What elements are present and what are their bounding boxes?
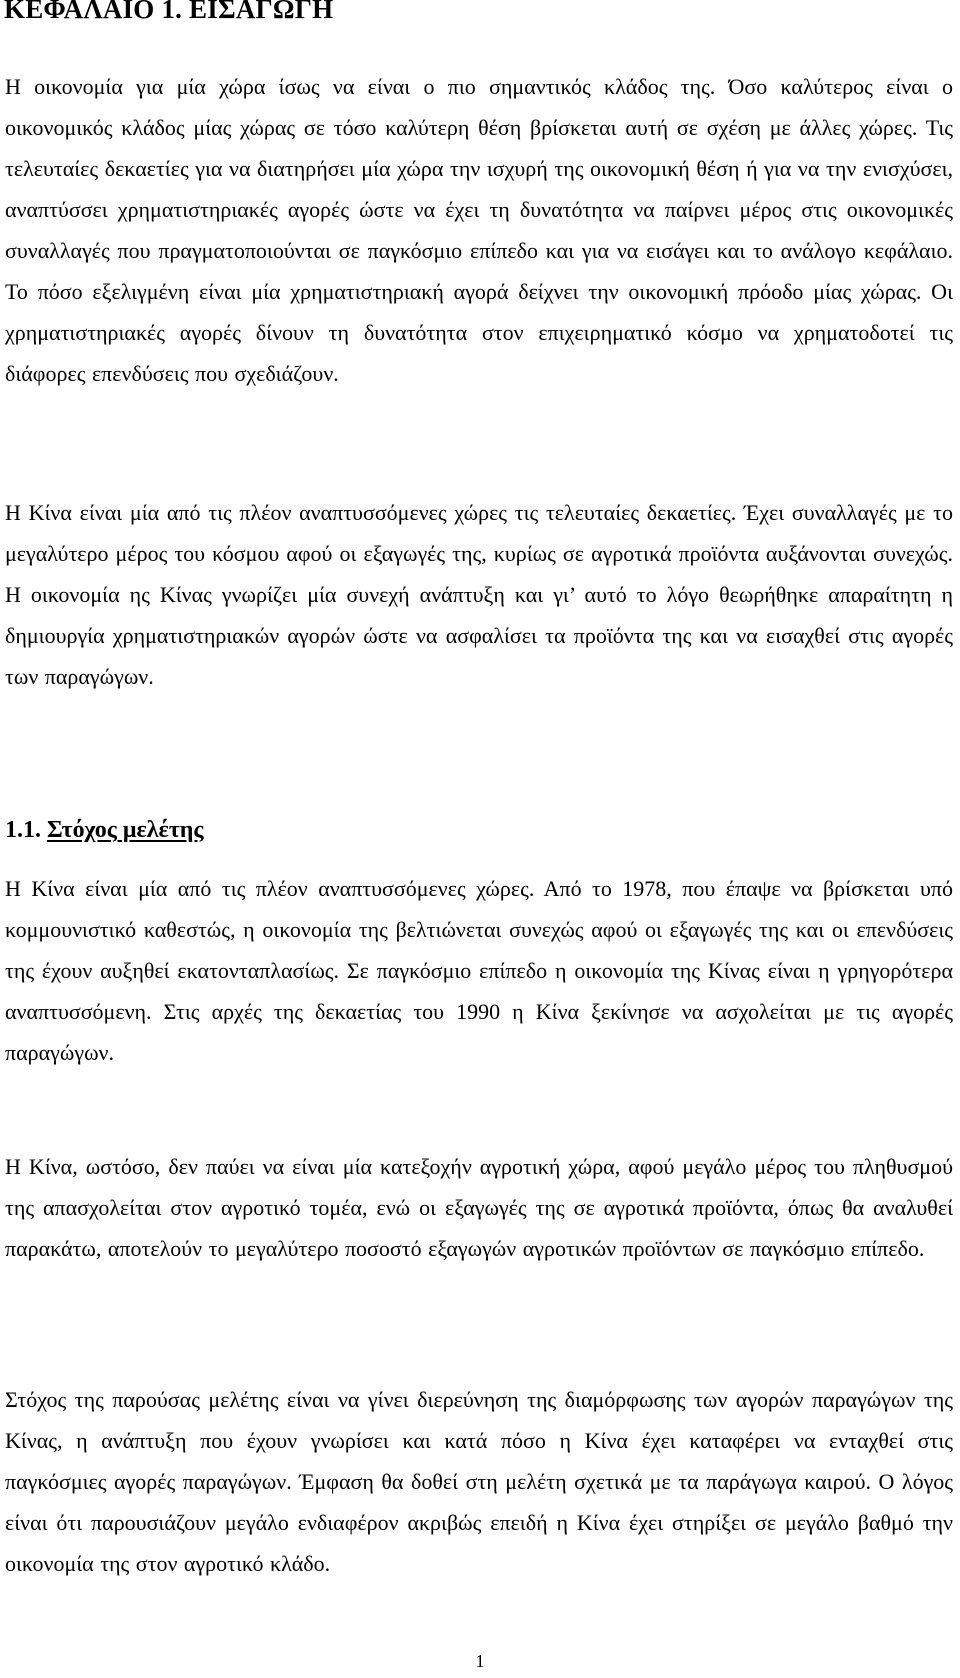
section-title: Στόχος μελέτης xyxy=(47,817,204,843)
section-number: 1.1. xyxy=(5,817,41,843)
page-number: 1 xyxy=(475,1651,485,1671)
paragraph: Η Κίνα είναι μία από τις πλέον αναπτυσσόμενες χώρες. Από το 1978, που έπαψε να βρίσκεται υπό κομμουνιστικό καθεστώς, η οικονομία της βελτιώνεται συνεχώς αφού οι εξαγωγές της και οι επενδύσεις της έχουν αυξηθεί εκατονταπλασίως. Σε παγκόσμιο επίπεδο η οικονομία της Κίνας είναι η γρηγορότερα αναπτυσσόμενη. Στις αρχές της δεκαετίας του 1990 η Κίνα ξεκίνησε να ασχολείται με τις αγορές παραγώγων. xyxy=(5,876,953,1065)
section-heading xyxy=(5,815,204,845)
paragraph: Η Κίνα, ωστόσο, δεν παύει να είναι μία κατεξοχήν αγροτική χώρα, αφού μεγάλο μέρος του πληθυσμού της απασχολείται στον αγροτικό τομέα, ενώ οι εξαγωγές της σε αγροτικά προϊόντα, όπως θα αναλυθεί παρακάτω, αποτελούν το μεγαλύτερο ποσοστό εξαγωγών αγροτικών προϊόντων σε παγκόσμιο επίπεδο. xyxy=(5,1154,953,1261)
paragraph: Η οικονομία για μία χώρα ίσως να είναι ο πιο σημαντικός κλάδος της. Όσο καλύτερος είναι ο οικονομικός κλάδος μίας χώρας σε τόσο καλύτερη θέση βρίσκεται αυτή σε σχέση με άλλες χώρες. Τις τελευταίες δεκαετίες για να διατηρήσει μία χώρα την ισχυρή της οικονομική θέση ή για να την ενισχύσει, αναπτύσσει χρηματιστηριακές αγορές ώστε να έχει τη δυνατότητα να παίρνει μέρος στις οικονομικές συναλλαγές που πραγματοποιούνται σε παγκόσμιο επίπεδο και για να εισάγει και το ανάλογο κεφάλαιο. Το πόσο εξελιγμένη είναι μία χρηματιστηριακή αγορά δείχνει την οικονομική πρόοδο μίας χώρας. Οι χρηματιστηριακές αγορές δίνουν τη δυνατότητα στον επιχειρηματικό κόσμο να χρηματοδοτεί τις διάφορες επενδύσεις που σχεδιάζουν. xyxy=(5,74,953,386)
paragraph: Στόχος της παρούσας μελέτης είναι να γίνει διερεύνηση της διαμόρφωσης των αγορών παραγώγων της Κίνας, η ανάπτυξη που έχουν γνωρίσει και κατά πόσο η Κίνα έχει καταφέρει να ενταχθεί στις παγκόσμιες αγορές παραγώγων. Έμφαση θα δοθεί στη μελέτη σχετικά με τα παράγωγα καιρού. Ο λόγος είναι ότι παρουσιάζουν μεγάλο ενδιαφέρον ακριβώς επειδή η Κίνα έχει στηρίξει σε μεγάλο βαθμό την οικονομία της στον αγροτικό κλάδο. xyxy=(5,1387,953,1576)
paragraph: Η Κίνα είναι μία από τις πλέον αναπτυσσόμενες χώρες τις τελευταίες δεκαετίες. Έχει συναλλαγές με το μεγαλύτερο μέρος του κόσμου αφού οι εξαγωγές της, κυρίως σε αγροτικά προϊόντα αυξάνονται συνεχώς. Η οικονομία ης Κίνας γνωρίζει μία συνεχή ανάπτυξη και γι’ αυτό το λόγο θεωρήθηκε απαραίτητη η δημιουργία χρηματιστηριακών αγορών ώστε να ασφαλίσει τα προϊόντα της και να εισαχθεί στις αγορές των παραγώγων. xyxy=(5,500,953,689)
chapter-title: ΚΕΦΑΛΑΙΟ 1. ΕΙΣΑΓΩΓΗ xyxy=(4,0,334,24)
